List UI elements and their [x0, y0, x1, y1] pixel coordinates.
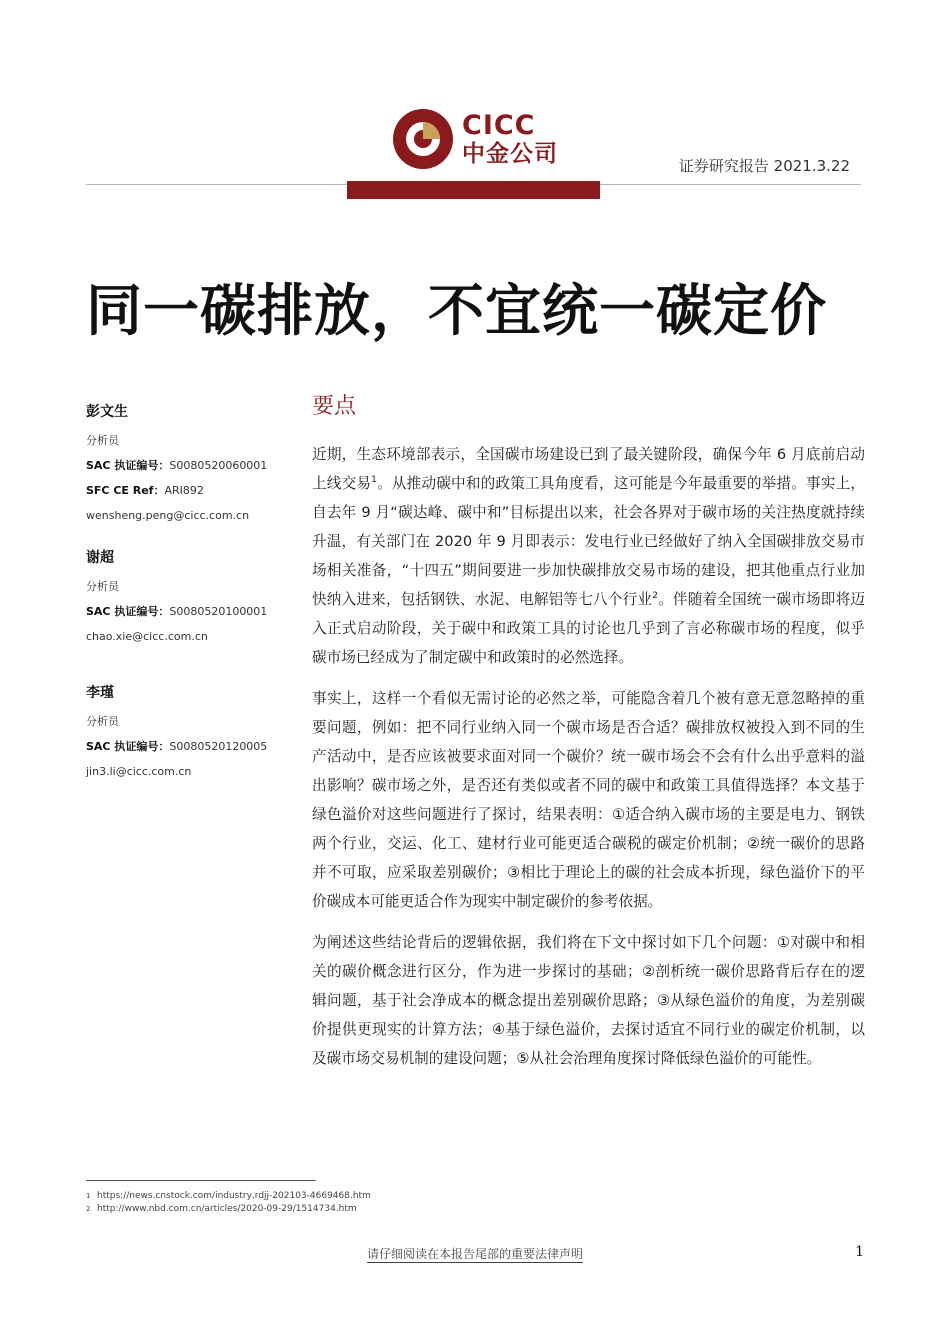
footnote-ref-2[interactable]: 2	[652, 591, 658, 602]
sfc-value: ARI892	[164, 484, 204, 497]
footnote-number: 1	[86, 1192, 91, 1200]
legal-disclaimer-text[interactable]: 请仔细阅读在本报告尾部的重要法律声明	[366, 1247, 583, 1261]
footnote-link[interactable]: https://news.cnstock.com/industry,rdjj-202103-4669468.htm	[97, 1191, 371, 1201]
logo-chinese-text: 中金公司	[462, 141, 558, 167]
header-accent-band	[347, 181, 600, 199]
cicc-logo	[392, 108, 567, 170]
main-body	[312, 440, 865, 1085]
cicc-logo-mark-icon	[392, 108, 454, 170]
footnote-item	[86, 1203, 371, 1216]
sac-label: SAC 执证编号：	[86, 740, 170, 753]
logo-english-text: CICC	[462, 110, 536, 141]
author-role: 分析员	[86, 434, 119, 447]
paragraph-1-part-a: 近期，生态环境部表示，全国碳市场建设已到了最关键阶段，确保今年 6 月底前启动上线交易	[312, 446, 865, 492]
sac-value: S0080520100001	[169, 605, 268, 618]
sac-value: S0080520120005	[169, 740, 268, 753]
page-number: 1	[855, 1244, 864, 1260]
author-sac-id	[86, 734, 301, 759]
page-title: 同一碳排放，不宜统一碳定价	[86, 279, 827, 344]
author-sidebar	[86, 402, 301, 804]
footnote-item	[86, 1190, 371, 1203]
author-email[interactable]: wensheng.peng@cicc.com.cn	[86, 509, 250, 522]
footnotes	[86, 1190, 371, 1216]
author-card	[86, 402, 301, 528]
sfc-label: SFC CE Ref：	[86, 484, 165, 497]
author-email[interactable]: chao.xie@cicc.com.cn	[86, 630, 208, 643]
author-card	[86, 548, 301, 649]
author-name: 李瑾	[86, 685, 114, 701]
footnote-link[interactable]: http://www.nbd.com.cn/articles/2020-09-29/1514734.htm	[97, 1204, 357, 1214]
author-sac-id	[86, 599, 301, 624]
footnote-divider	[86, 1180, 316, 1181]
author-name: 谢超	[86, 550, 114, 566]
sac-label: SAC 执证编号：	[86, 605, 170, 618]
paragraph-2: 事实上，这样一个看似无需讨论的必然之举，可能隐含着几个被有意无意忽略掉的重要问题，例如：把不同行业纳入同一个碳市场是否合适？碳排放权被投入到不同的生产活动中，是否应该被要求面对同一个碳价？统一碳市场会不会有什么出乎意料的溢出影响？碳市场之外，是否还有类似或者不同的碳中和政策工具值得选择？本文基于绿色溢价对这些问题进行了探讨，结果表明：①适合纳入碳市场的主要是电力、钢铁两个行业，交运、化工、建材行业可能更适合碳税的碳定价机制；②统一碳价的思路并不可取，应采取差别碳价；③相比于理论上的碳的社会成本折现，绿色溢价下的平价碳成本可能更适合作为现实中制定碳价的参考依据。	[312, 690, 865, 910]
sac-value: S0080520060001	[169, 459, 268, 472]
paragraph-3: 为阐述这些结论背后的逻辑依据，我们将在下文中探讨如下几个问题：①对碳中和相关的碳价概念进行区分，作为进一步探讨的基础；②剖析统一碳价思路背后存在的逻辑问题，基于社会净成本的概念提出差别碳价思路；③从绿色溢价的角度，为差别碳价提供更现实的计算方法；④基于绿色溢价，去探讨适宜不同行业的碳定价机制，以及碳市场交易机制的建设问题；⑤从社会治理角度探讨降低绿色溢价的可能性。	[312, 934, 865, 1067]
paragraph-1-part-b: 。从推动碳中和的政策工具角度看，这可能是今年最重要的举措。事实上，自去年 9 月“碳达峰、碳中和”目标提出以来，社会各界对于碳市场的关注热度就持续升温，有关部门在 2020 年 9 月即表示：发电行业已经做好了纳入全国碳排放交易市场相关准备，“十四五”期间要进一步加快碳排放交易市场的建设，把其他重点行业加快纳入进来，包括钢铁、水泥、电解铝等七八个行业	[312, 475, 865, 608]
footnote-number: 2	[86, 1205, 91, 1213]
legal-disclaimer-link[interactable]	[0, 1245, 950, 1262]
report-type-date: 证券研究报告 2021.3.22	[678, 157, 850, 175]
footnote-ref-1[interactable]: 1	[371, 475, 377, 486]
paragraph-1-part-c: 。伴随着全国统一碳市场即将迈入正式启动阶段，关于碳中和政策工具的讨论也几乎到了言必称碳市场的程度，似乎碳市场已经成为了制定碳中和政策时的必然选择。	[312, 591, 865, 666]
author-role: 分析员	[86, 580, 119, 593]
author-role: 分析员	[86, 715, 119, 728]
author-sfc-ref	[86, 478, 301, 503]
author-email[interactable]: jin3.li@cicc.com.cn	[86, 765, 192, 778]
author-sac-id	[86, 453, 301, 478]
section-heading: 要点	[312, 394, 357, 419]
paragraph-1	[312, 440, 865, 672]
author-card	[86, 683, 301, 784]
sac-label: SAC 执证编号：	[86, 459, 170, 472]
author-name: 彭文生	[86, 404, 128, 420]
